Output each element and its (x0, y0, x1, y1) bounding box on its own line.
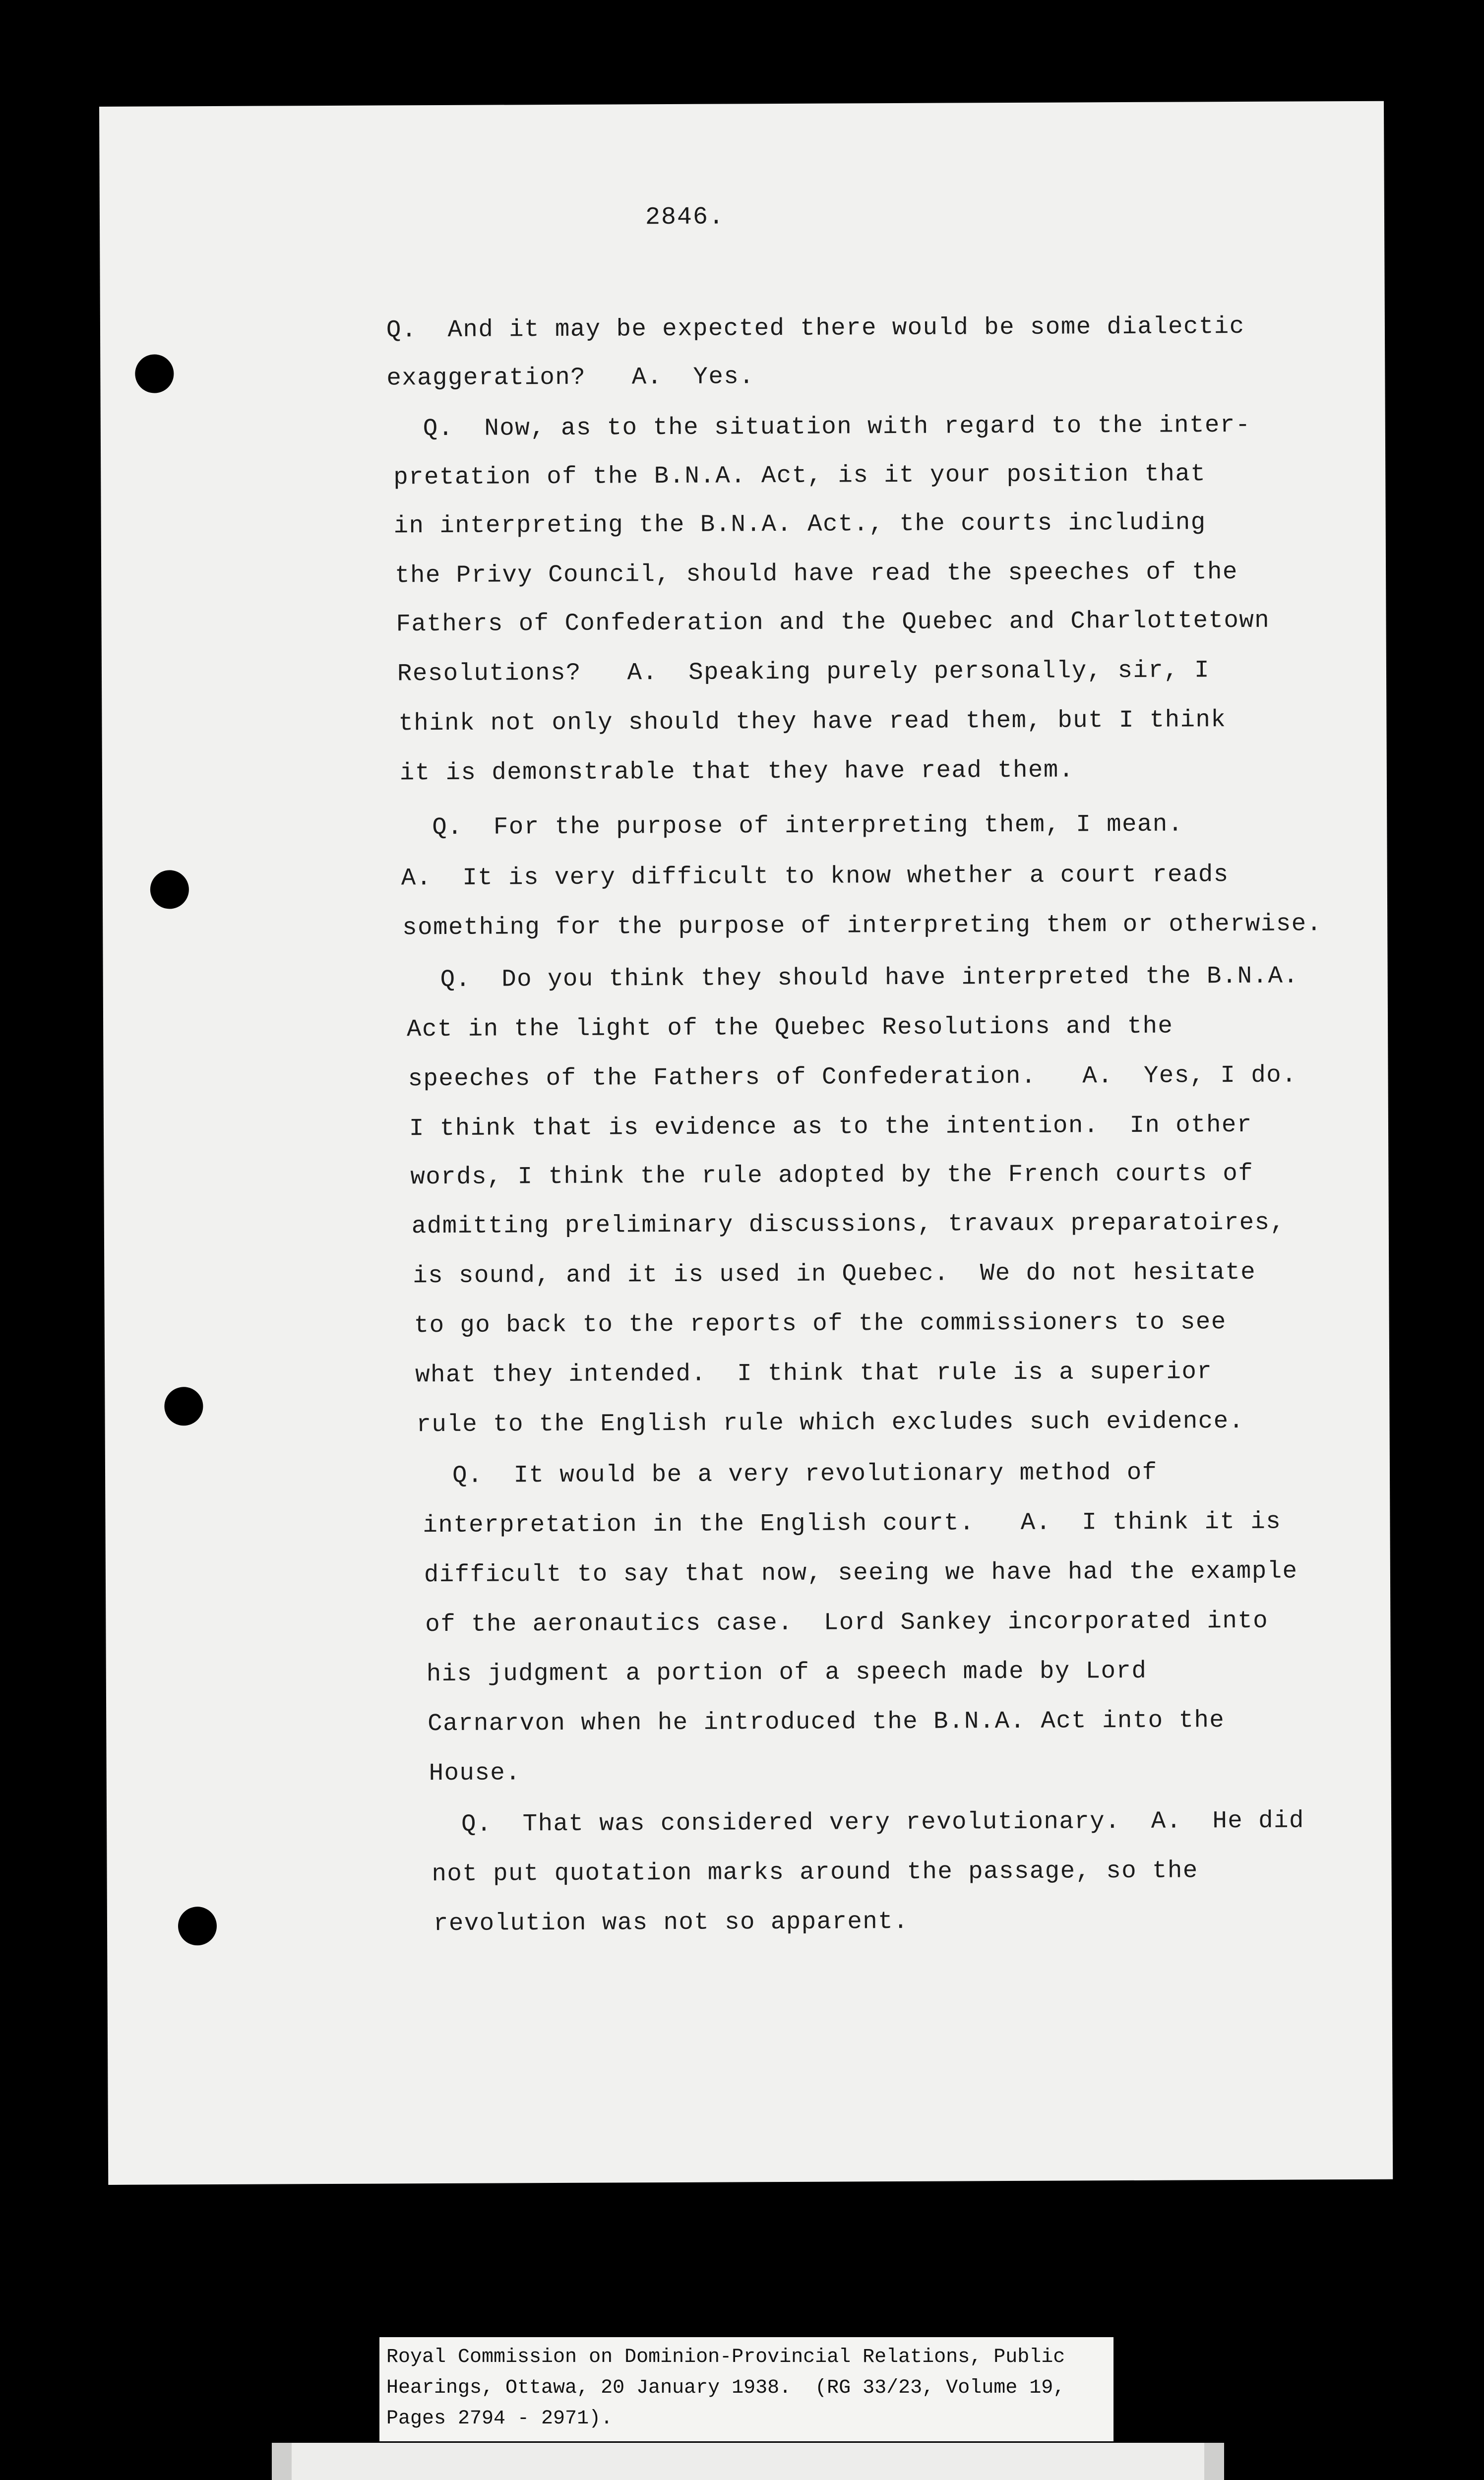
text-line: Q. Do you think they should have interpreted the B.N.A. (440, 962, 1299, 994)
text-line: Q. For the purpose of interpreting them, I mean. (432, 810, 1183, 842)
text-line: interpretation in the English court. A. I think it is (423, 1507, 1282, 1540)
archival-citation (379, 2337, 1113, 2441)
text-line: what they intended. I think that rule is a superior (415, 1358, 1213, 1389)
text-line: admitting preliminary discussions, travaux preparatoires, (411, 1208, 1286, 1240)
text-line: in interpreting the B.N.A. Act., the courts including (393, 508, 1206, 540)
text-line: of the aeronautics case. Lord Sankey incorporated into (425, 1607, 1269, 1639)
citation-line: Pages 2794 - 2971). (386, 2408, 613, 2430)
citation-line: Royal Commission on Dominion-Provincial Relations, Public (386, 2346, 1065, 2368)
text-line: the Privy Council, should have read the speeches of the (395, 558, 1238, 590)
transcript-text (99, 101, 1393, 2185)
text-line: words, I think the rule adopted by the French courts of (410, 1159, 1254, 1191)
text-line: Q. It would be a very revolutionary method of (452, 1458, 1158, 1489)
text-line: House. (429, 1759, 521, 1788)
text-line: Act in the light of the Quebec Resolutions and the (407, 1012, 1174, 1044)
archives-stamp (272, 2443, 1224, 2480)
text-line: pretation of the B.N.A. Act, is it your position that (393, 460, 1206, 492)
text-line: think not only should they have read them, but I think (398, 706, 1227, 738)
text-line: it is demonstrable that they have read them. (399, 756, 1074, 787)
text-line: something for the purpose of interpreting them or otherwise. (402, 910, 1322, 942)
text-line: his judgment a portion of a speech made by Lord (426, 1657, 1147, 1688)
text-line: A. It is very difficult to know whether a court reads (401, 861, 1229, 892)
text-line: difficult to say that now, seeing we have had the example (424, 1557, 1298, 1589)
text-line: not put quotation marks around the passage, so the (432, 1857, 1198, 1888)
text-line: speeches of the Fathers of Confederation. A. Yes, I do. (408, 1061, 1298, 1093)
page-number: 2846. (645, 203, 725, 232)
text-line: to go back to the reports of the commissioners to see (414, 1308, 1227, 1340)
text-line: Q. And it may be expected there would be some dialectic (386, 312, 1245, 344)
text-line: Q. That was considered very revolutionary. A. He did (461, 1806, 1304, 1838)
text-line: Resolutions? A. Speaking purely personally, sir, I (397, 656, 1210, 688)
text-line: Q. Now, as to the situation with regard to the inter- (423, 411, 1251, 443)
document-page (99, 101, 1393, 2185)
text-line: Fathers of Confederation and the Quebec and Charlottetown (396, 606, 1270, 638)
text-line: Carnarvon when he introduced the B.N.A. Act into the (428, 1706, 1225, 1738)
citation-line: Hearings, Ottawa, 20 January 1938. (RG 33/23, Volume 19, (386, 2377, 1065, 2399)
text-line: revolution was not so apparent. (433, 1907, 909, 1938)
text-line: I think that is evidence as to the intention. In other (409, 1111, 1252, 1143)
text-line: exaggeration? A. Yes. (386, 363, 755, 392)
text-line: rule to the English rule which excludes such evidence. (416, 1407, 1244, 1439)
text-line: is sound, and it is used in Quebec. We do not hesitate (413, 1258, 1256, 1290)
